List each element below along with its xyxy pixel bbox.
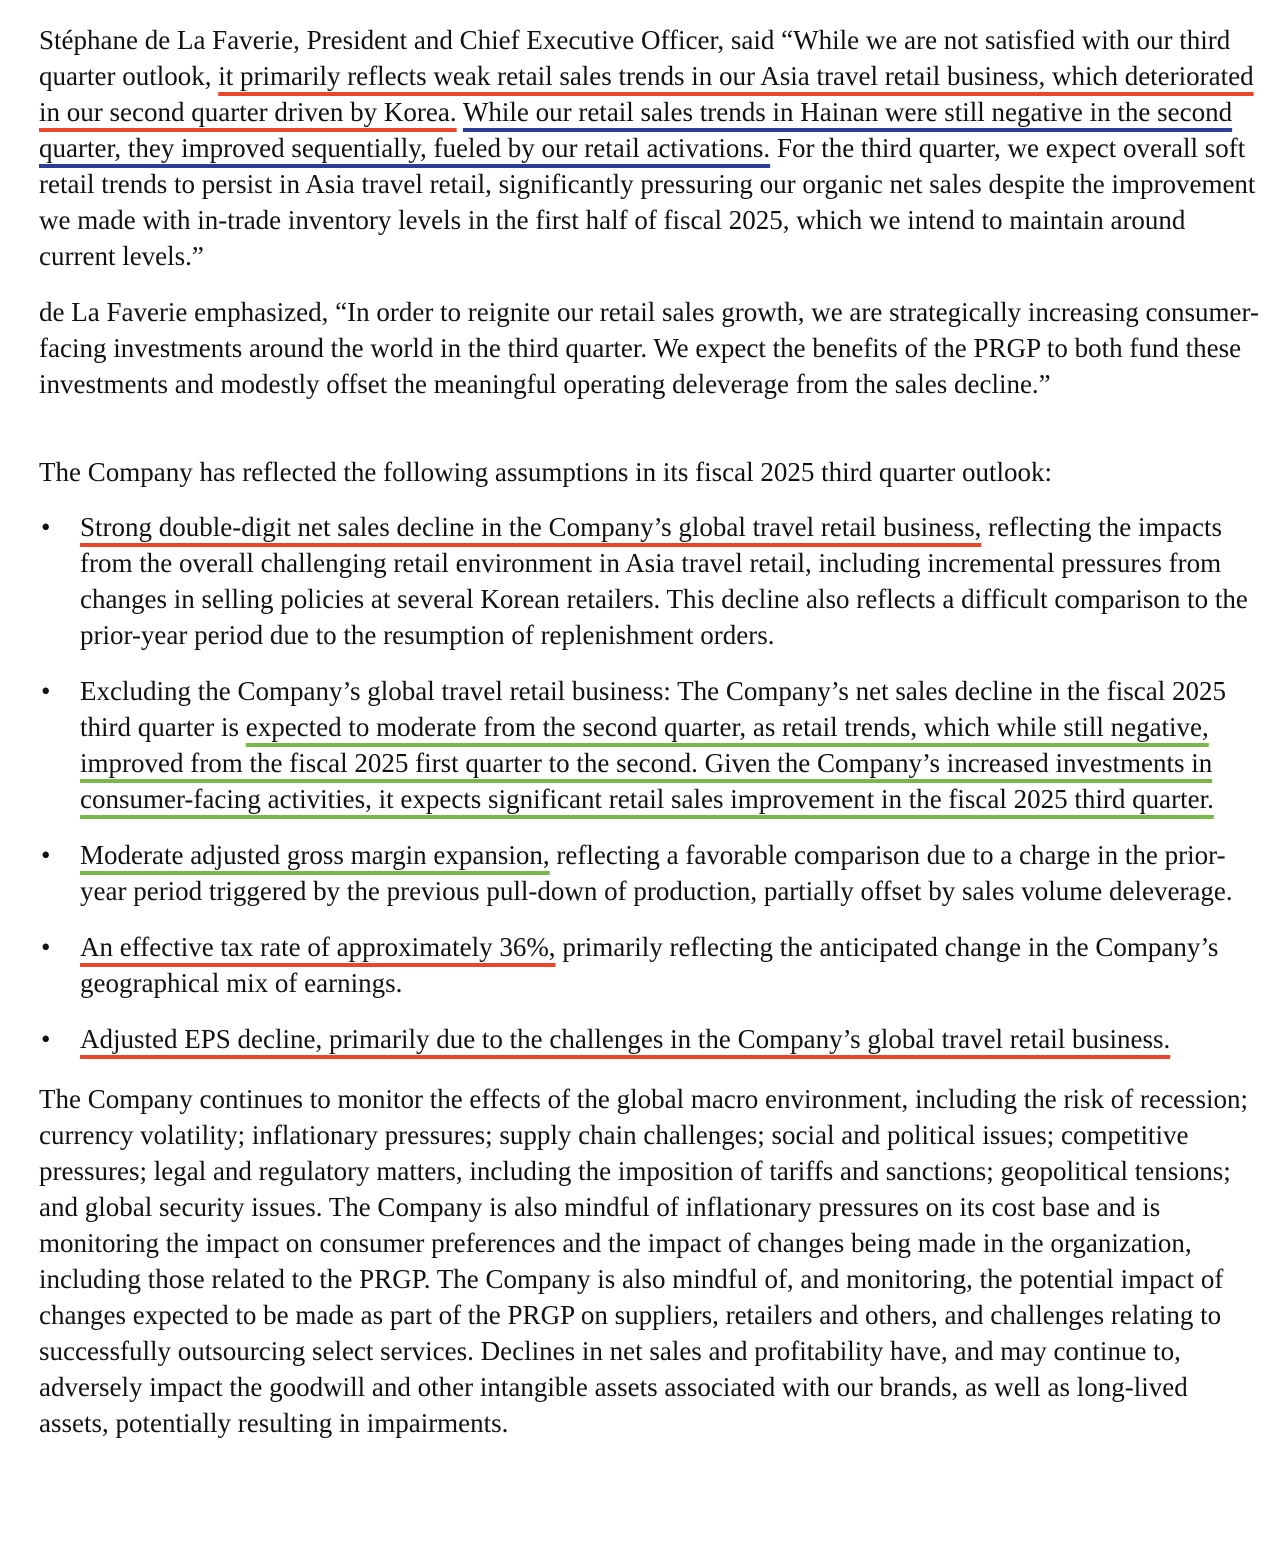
list-item: • Moderate adjusted gross margin expansion, reflecting a favorable comparison due to a charge in the prior-year period triggered by the previous pull-down of production, partially offset by sales volume deleverage. [39, 837, 1259, 909]
red-highlight-tax-rate: An effective tax rate of approximately 36%, [80, 932, 556, 962]
ceo-quote-intro: Stéphane de La Faverie, President and Chief Executive Officer, said “While we are not satisfied with our third quarter outlook, [39, 25, 1231, 91]
red-highlight-eps-decline: Adjusted EPS decline, primarily due to the challenges in the Company’s global travel retail business. [80, 1024, 1171, 1054]
list-item: • An effective tax rate of approximately 36%, primarily reflecting the anticipated change in the Company’s geographical mix of earnings. [39, 929, 1259, 1001]
assumptions-intro: The Company has reflected the following assumptions in its fiscal 2025 third quarter outlook: [39, 457, 1053, 487]
red-highlight-travel-retail: Strong double-digit net sales decline in the Company’s global travel retail business, [80, 512, 982, 542]
list-item: • Strong double-digit net sales decline in the Company’s global travel retail business, reflecting the impacts from the overall challenging retail environment in Asia travel retail, including incremental pressures from changes in selling policies at several Korean retailers. This decline also reflects a difficult comparison to the prior-year period due to the resumption of replenishment orders. [39, 509, 1259, 653]
list-item: • Excluding the Company’s global travel retail business: The Company’s net sales decline in the fiscal 2025 third quarter is expected to moderate from the second quarter, as retail trends, which while still negative, improved from the fiscal 2025 first quarter to the second. Given the Company’s increased investments in consumer-facing activities, it expects significant retail sales improvement in the fiscal 2025 third quarter. [39, 673, 1259, 817]
list-item [39, 1021, 1259, 1057]
document-page [39, 22, 1259, 1441]
ceo-emphasis-paragraph: de La Faverie emphasized, “In order to reignite our retail sales growth, we are strategically increasing consumer-facing investments around the world in the third quarter. We expect the benefits of the PRGP to both fund these investments and modestly offset the meaningful operating deleverage from the sales decline.” [39, 297, 1259, 399]
green-highlight-moderate-decline: expected to moderate from the second quarter, as retail trends, which while still negative, improved from the fiscal 2025 first quarter to the second. Given the Company’s increased investments in consumer-facing activities, it expects significant retail sales improvement in the fiscal 2025 third quarter. [80, 712, 1214, 814]
bullet-icon: • [41, 932, 51, 962]
macro-environment-paragraph: The Company continues to monitor the effects of the global macro environment, including the risk of recession; currency volatility; inflationary pressures; supply chain challenges; social and political issues; competitive pressures; legal and regulatory matters, including the imposition of tariffs and sanctions; geopolitical tensions; and global security issues. The Company is also mindful of inflationary pressures on its cost base and is monitoring the impact on consumer preferences and the impact of changes being made in the organization, including those related to the PRGP. The Company is also mindful of, and monitoring, the potential impact of changes expected to be made as part of the PRGP on suppliers, retailers and others, and challenges relating to successfully outsourcing select services. Declines in net sales and profitability have, and may continue to, adversely impact the goodwill and other intangible assets associated with our brands, as well as long-lived assets, potentially resulting in impairments. [39, 1084, 1248, 1438]
bullet-icon: • [41, 512, 51, 542]
green-highlight-gross-margin: Moderate adjusted gross margin expansion, [80, 840, 550, 870]
bullet-icon: • [41, 1024, 51, 1054]
red-highlight-korea: it primarily reflects weak retail sales trends in our Asia travel retail business, which deteriorated in our second quarter driven by Korea. [39, 61, 1254, 127]
bullet-icon: • [41, 676, 51, 706]
bullet-icon: • [41, 840, 51, 870]
ceo-quote-outlook: For the third quarter, we expect overall soft retail trends to persist in Asia travel retail, significantly pressuring our organic net sales despite the improvement we made with in-trade inventory levels in the first half of fiscal 2025, which we intend to maintain around current levels.” [39, 133, 1256, 271]
blue-highlight-hainan: While our retail sales trends in Hainan were still negative in the second quarter, they improved sequentially, fueled by our retail activations. [39, 97, 1233, 163]
assumptions-list [39, 509, 1259, 1057]
ceo-quote-paragraph [39, 22, 1259, 274]
